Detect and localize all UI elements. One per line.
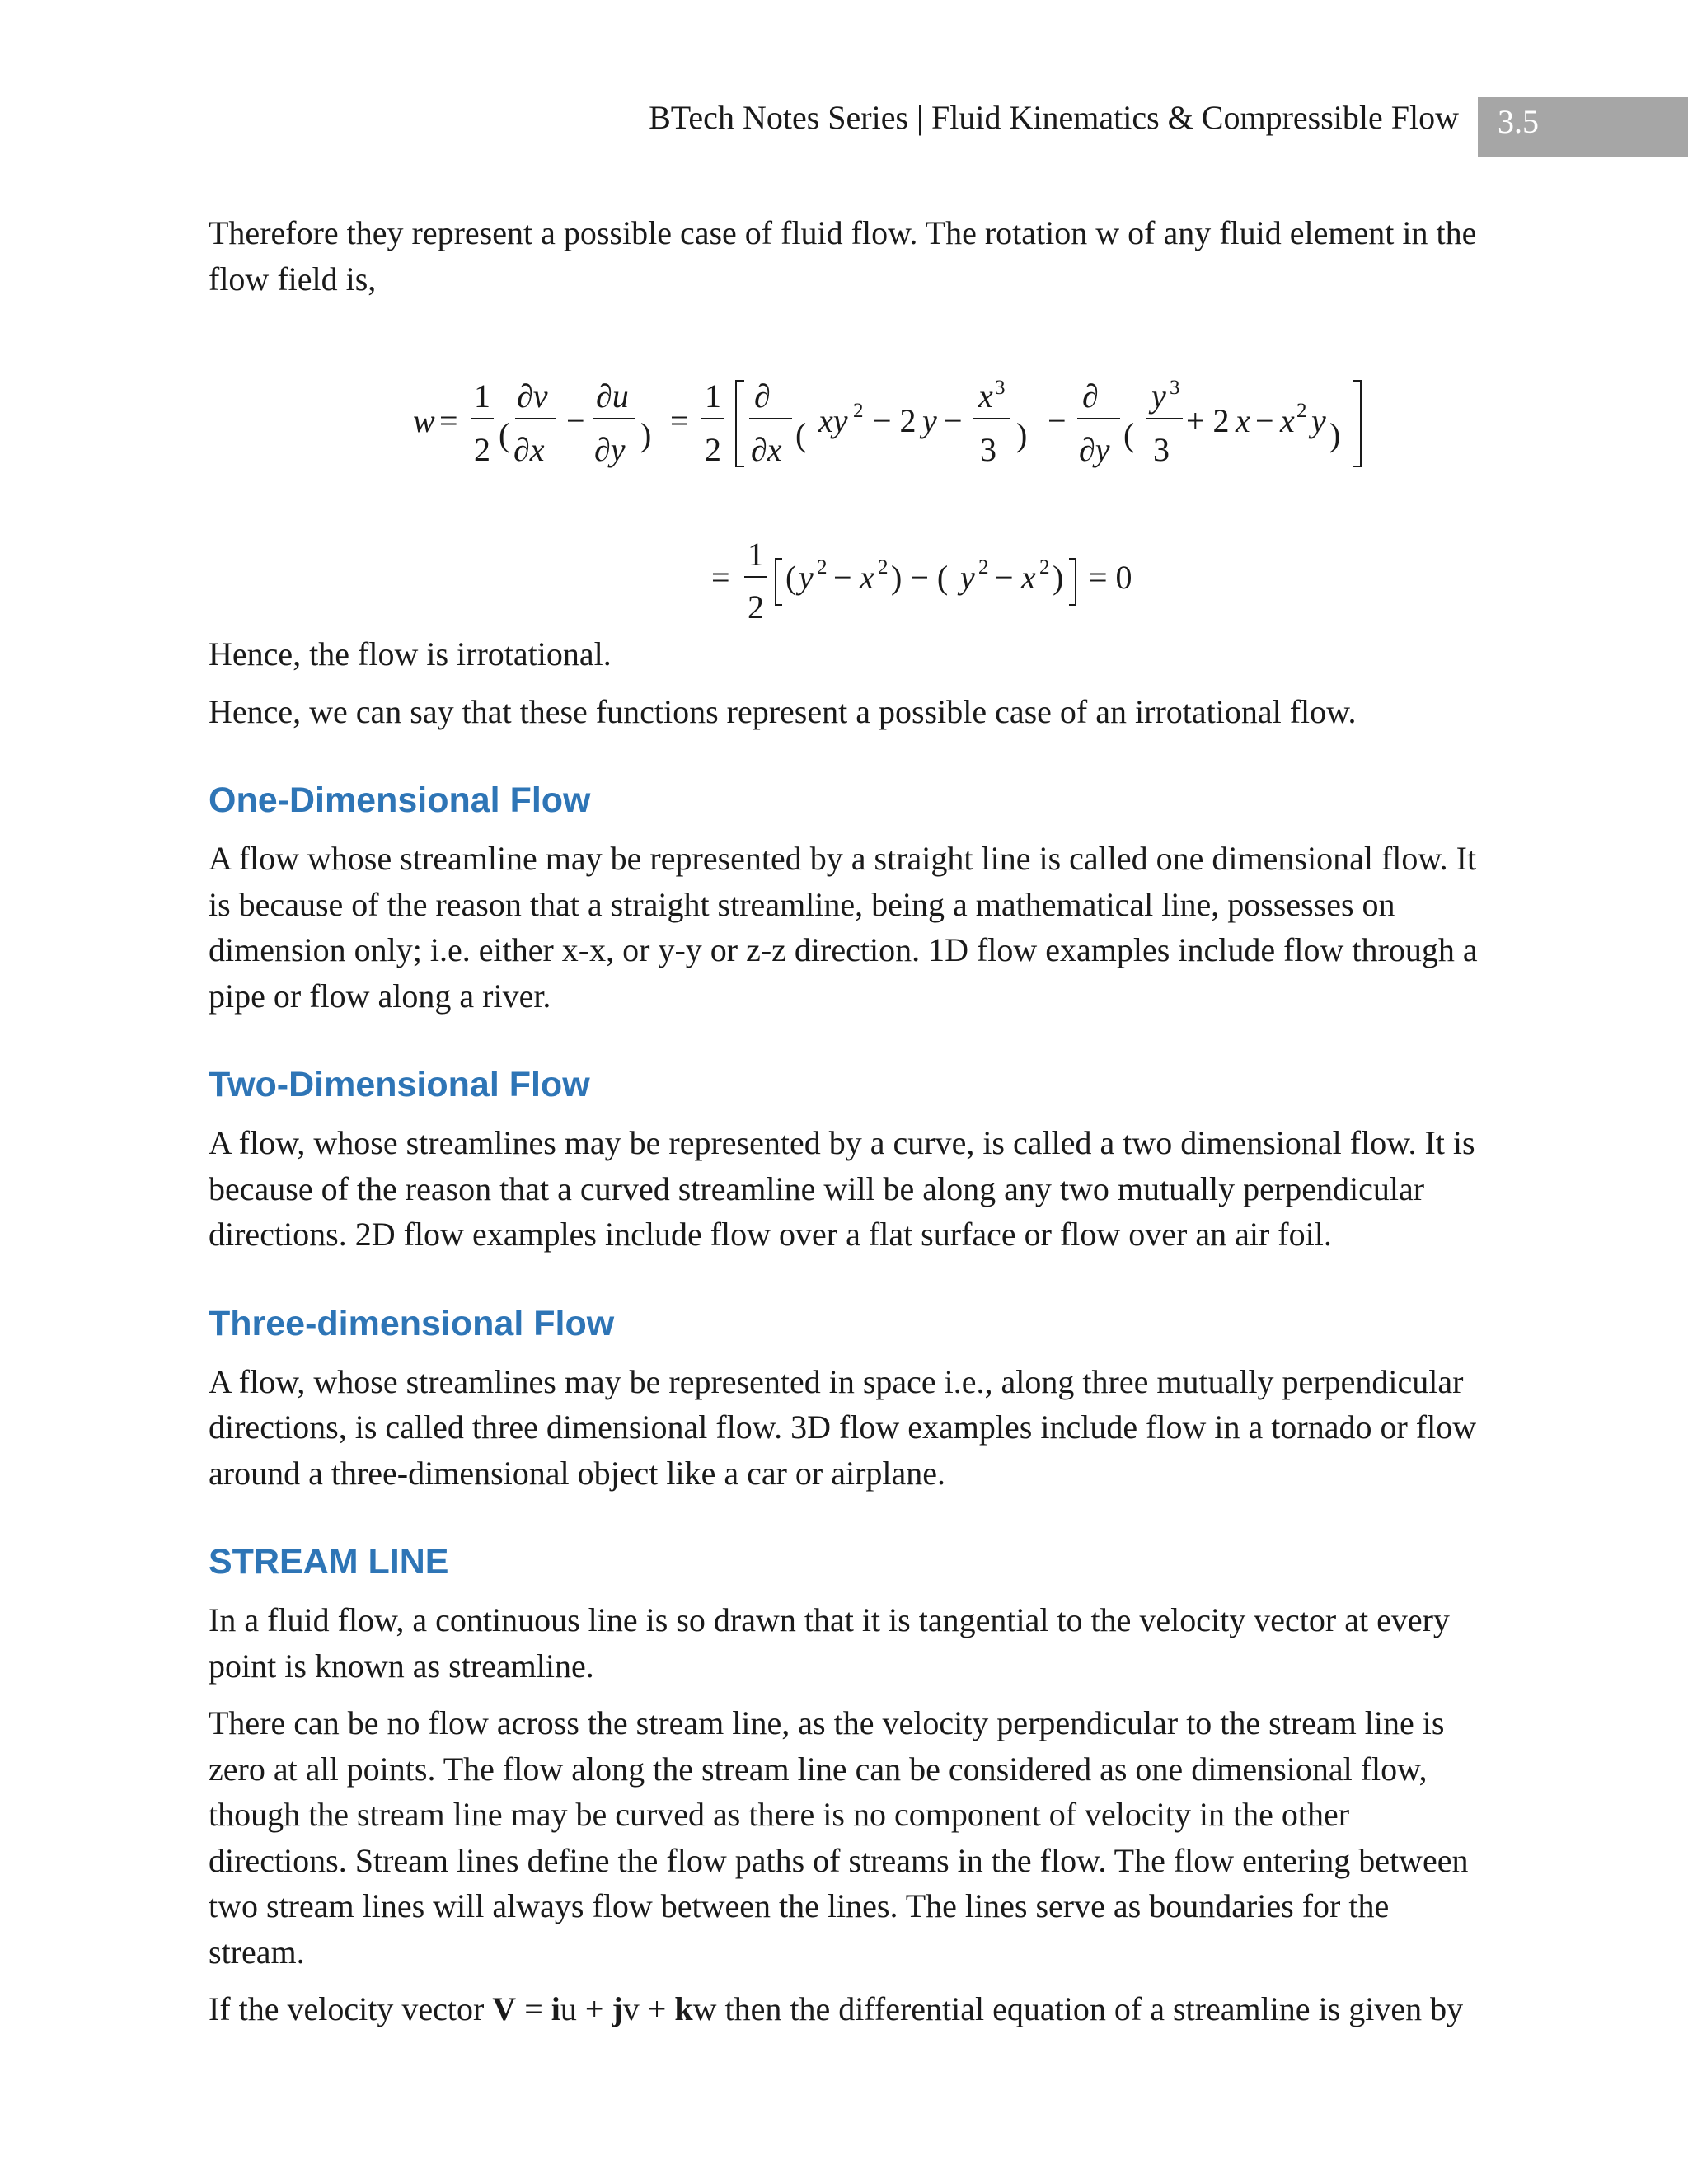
svg-text:(: (	[795, 416, 807, 453]
svg-text:2: 2	[474, 431, 490, 468]
svg-text:(: (	[1123, 416, 1135, 453]
svg-text:−: −	[833, 559, 852, 596]
svg-text:−: −	[1048, 402, 1067, 439]
vv-i: i	[551, 1990, 560, 2027]
page-body	[209, 210, 1478, 2032]
vv-eq: =	[516, 1990, 551, 2027]
svg-text:y: y	[922, 402, 937, 439]
heading-two-dimensional-flow: Two-Dimensional Flow	[209, 1065, 590, 1104]
svg-text:=: =	[711, 559, 730, 596]
two-dimensional-paragraph: A flow, whose streamlines may be represented by a curve, is called a two dimensional flow. It is because of the reason that a curved streamline will be along any two mutually perpendicular directions. 2D flow examples include flow over a flat surface or flow over an air foil.	[209, 1124, 1475, 1253]
page-number-badge: 3.5	[1478, 97, 1688, 157]
svg-text:∂v: ∂v	[517, 377, 548, 415]
svg-text:2: 2	[1039, 556, 1050, 579]
svg-text:∂: ∂	[1082, 377, 1099, 415]
svg-text:y: y	[1151, 377, 1166, 415]
vv-k: k	[674, 1990, 693, 2027]
svg-text:y: y	[799, 559, 814, 596]
svg-text:∂: ∂	[754, 377, 771, 415]
rotation-equation	[209, 302, 1478, 626]
svg-text:x: x	[1280, 402, 1295, 439]
svg-text:2: 2	[705, 431, 721, 468]
svg-text:−: −	[1255, 402, 1274, 439]
velocity-vector-paragraph	[209, 1986, 1478, 2032]
equation-graphic	[209, 302, 1478, 626]
svg-text:3: 3	[1153, 431, 1170, 468]
vv-after: w then the differential equation of a streamline is given by	[692, 1990, 1464, 2027]
svg-text:xy: xy	[818, 402, 848, 439]
svg-text:3: 3	[995, 377, 1006, 399]
svg-text:1: 1	[748, 536, 764, 573]
svg-text:= 0: = 0	[1089, 559, 1132, 596]
svg-text:2: 2	[978, 556, 989, 579]
heading-stream-line: STREAM LINE	[209, 1542, 449, 1582]
svg-text:): )	[1016, 416, 1028, 453]
svg-text:2: 2	[817, 556, 828, 579]
svg-text:−: −	[944, 402, 963, 439]
vv-j: j	[612, 1990, 623, 2027]
svg-text:y: y	[960, 559, 975, 596]
streamline-definition-paragraph: In a fluid flow, a continuous line is so drawn that it is tangential to the velocity vector at every point is known as streamline.	[209, 1601, 1450, 1685]
svg-text:2: 2	[748, 588, 764, 626]
svg-text:− 2: − 2	[873, 402, 917, 439]
svg-text:=: =	[439, 402, 458, 439]
svg-text:x: x	[860, 559, 874, 596]
svg-text:): )	[1053, 559, 1064, 596]
svg-text:−: −	[995, 559, 1014, 596]
heading-three-dimensional-flow: Three-dimensional Flow	[209, 1303, 615, 1343]
three-dimensional-paragraph: A flow, whose streamlines may be represented in space i.e., along three mutually perpendicular directions, is called three dimensional flow. 3D flow examples include flow in a tornado or flow around a three-dimensional object like a car or airplane.	[209, 1362, 1477, 1492]
streamline-properties-paragraph: There can be no flow across the stream line, as the velocity perpendicular to the stream line is zero at all points. The flow along the stream line can be considered as one dimensional flow, though the stream line may be curved as there is no component of velocity in the other directions. Stream lines define the flow paths of streams in the flow. The flow entering between two stream lines will always flow between the lines. The lines serve as boundaries for the stream.	[209, 1704, 1469, 1971]
svg-text:x: x	[1236, 402, 1250, 439]
svg-text:(: (	[499, 416, 510, 453]
svg-text:2: 2	[878, 556, 889, 579]
svg-text:1: 1	[705, 377, 721, 415]
eq-lhs: w	[413, 402, 435, 439]
svg-text:): )	[1329, 416, 1341, 453]
svg-text:−: −	[566, 402, 585, 439]
svg-text:3: 3	[980, 431, 996, 468]
svg-text:2: 2	[853, 400, 864, 422]
svg-text:∂y: ∂y	[594, 431, 626, 468]
svg-text:2: 2	[1296, 400, 1307, 422]
vv-V: V	[492, 1990, 517, 2027]
svg-text:+ 2: + 2	[1186, 402, 1230, 439]
svg-text:∂x: ∂x	[751, 431, 782, 468]
svg-text:∂x: ∂x	[513, 431, 545, 468]
svg-text:x: x	[978, 377, 993, 415]
svg-text:(: (	[785, 559, 797, 596]
heading-one-dimensional-flow: One-Dimensional Flow	[209, 780, 591, 820]
svg-text:): )	[640, 416, 652, 453]
vv-v: v +	[622, 1990, 675, 2027]
svg-text:∂u: ∂u	[596, 377, 629, 415]
svg-text:3: 3	[1170, 377, 1180, 399]
svg-text:=: =	[670, 402, 689, 439]
running-header: BTech Notes Series | Fluid Kinematics & Compressible Flow	[649, 99, 1459, 136]
svg-text:) − (: ) − (	[891, 559, 949, 596]
svg-text:1: 1	[474, 377, 490, 415]
vv-u: u +	[560, 1990, 612, 2027]
intro-paragraph: Therefore they represent a possible case of fluid flow. The rotation w of any fluid element in the flow field is,	[209, 214, 1477, 298]
one-dimensional-paragraph: A flow whose streamline may be represented by a straight line is called one dimensional flow. It is because of the reason that a straight streamline, being a mathematical line, possesses on dimension only; i.e. either x-x, or y-y or z-z direction. 1D flow examples include flow through a pipe or flow along a river.	[209, 840, 1478, 1015]
svg-text:∂y: ∂y	[1079, 431, 1110, 468]
svg-text:x: x	[1021, 559, 1036, 596]
svg-text:y: y	[1311, 402, 1326, 439]
irrotational-statement: Hence, the flow is irrotational.	[209, 635, 612, 673]
vv-before: If the velocity vector	[209, 1990, 493, 2027]
conclusion-paragraph: Hence, we can say that these functions represent a possible case of an irrotational flow.	[209, 692, 1357, 730]
